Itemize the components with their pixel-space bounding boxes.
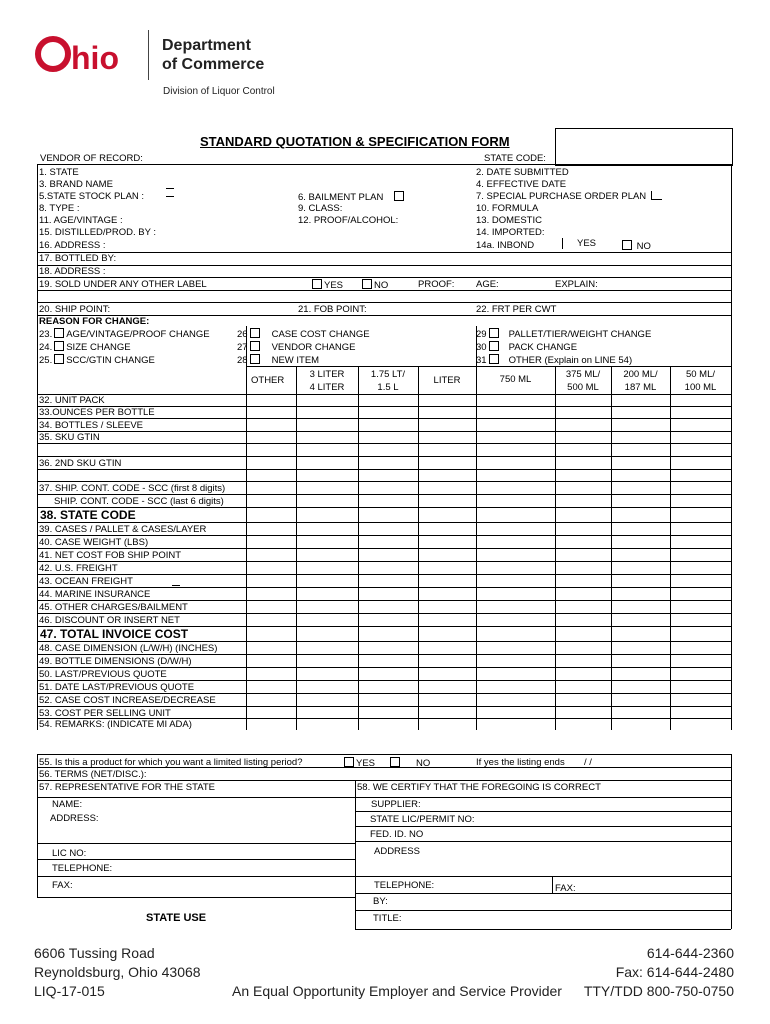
reason-27-checkbox[interactable] [250, 341, 260, 351]
logo-divider [148, 30, 149, 80]
q55-limited-listing: 55. Is this a product for which you want a limited listing period? [39, 757, 303, 768]
divider [37, 548, 731, 549]
divider [37, 693, 731, 694]
col-375-line1: 375 ML/ [565, 369, 601, 380]
divider [355, 893, 731, 894]
reason-26-checkbox[interactable] [250, 328, 260, 338]
field-16-address: 16. ADDRESS : [39, 240, 106, 251]
cert-supplier-label: SUPPLIER: [371, 799, 421, 810]
reason-28-checkbox[interactable] [250, 354, 260, 364]
reason-28-number: 28 [237, 355, 248, 366]
divider [37, 252, 731, 253]
divider [37, 302, 731, 303]
divider [37, 494, 731, 495]
field-22-frt-per-cwt: 22. FRT PER CWT [476, 304, 557, 315]
row-54-remarks: 54. REMARKS: (INDICATE MI ADA) [39, 719, 192, 730]
divider [37, 797, 731, 798]
divider [37, 290, 731, 291]
cert-telephone-label: TELEPHONE: [374, 880, 435, 891]
divider [37, 680, 731, 681]
reason-24[interactable] [39, 341, 131, 353]
divider [37, 522, 731, 523]
divider [37, 667, 731, 668]
field-13-domestic: 13. DOMESTIC [476, 215, 542, 226]
inbond-no-option[interactable] [620, 240, 651, 252]
reason-23[interactable] [39, 328, 210, 340]
reason-28[interactable] [237, 354, 319, 366]
rep-address-label: ADDRESS: [50, 813, 99, 824]
row-38-state-code: 38. STATE CODE [40, 508, 136, 522]
reason-31[interactable] [476, 354, 632, 366]
reason-24-checkbox[interactable] [54, 341, 64, 351]
reason-26-number: 26 [237, 329, 248, 340]
field-7-special-purchase [476, 191, 664, 202]
divider [37, 443, 731, 444]
footer-form-id: LIQ-17-015 [34, 983, 105, 999]
q55-no-label: NO [416, 758, 431, 769]
col-750-ml: 750 ML [499, 374, 532, 385]
reason-30[interactable] [476, 341, 577, 353]
reason-25-checkbox[interactable] [54, 354, 64, 364]
state-code-label: STATE CODE: [484, 153, 546, 164]
footer-contact [584, 944, 734, 1001]
svg-text:hio: hio [71, 40, 119, 76]
divider [355, 826, 731, 827]
reason-26-label: CASE COST CHANGE [271, 329, 370, 340]
divider [37, 754, 731, 755]
proof-label: PROOF: [418, 279, 455, 290]
divider [37, 469, 731, 470]
footer-address [34, 944, 201, 1001]
row-53-cost-per-unit: 53. COST PER SELLING UNIT [39, 708, 171, 719]
form-title: STANDARD QUOTATION & SPECIFICATION FORM [200, 134, 510, 149]
q55-no-checkbox[interactable] [390, 757, 400, 767]
q57-representative: 57. REPRESENTATIVE FOR THE STATE [39, 782, 215, 793]
reason-31-checkbox[interactable] [489, 354, 499, 364]
divider [37, 876, 355, 877]
row-36-2nd-sku-gtin: 36. 2ND SKU GTIN [39, 458, 122, 469]
bailment-plan-label: 6. BAILMENT PLAN [298, 192, 384, 203]
col-375-ml [555, 368, 611, 394]
row-32-unit-pack: 32. UNIT PACK [39, 395, 105, 406]
q55-yes-label: YES [356, 758, 376, 769]
footer-phone: 614-644-2360 [646, 945, 734, 961]
rep-name-label: NAME: [52, 799, 83, 810]
divider [37, 843, 355, 844]
divider [37, 418, 731, 419]
row-50-last-quote: 50. LAST/PREVIOUS QUOTE [39, 669, 167, 680]
col-liter: LITER [433, 375, 461, 386]
rep-lic-label: LIC NO: [52, 848, 87, 859]
sold-under-yes-label: YES [324, 280, 344, 291]
inbond-yes-label: YES [577, 238, 597, 249]
reason-29[interactable] [476, 328, 651, 340]
reason-24-label: SIZE CHANGE [66, 342, 131, 353]
col-175-line1: 1.75 LT/ [370, 369, 406, 380]
cert-by-label: BY: [373, 896, 388, 907]
brand-name-tick [166, 188, 174, 189]
row-34-bottles-sleeve: 34. BOTTLES / SLEEVE [39, 420, 144, 431]
divider [355, 876, 731, 877]
sold-under-no-checkbox[interactable] [362, 279, 372, 289]
inbond-yes-option[interactable] [562, 238, 596, 249]
divider [37, 507, 731, 508]
col-200-ml [611, 368, 670, 394]
footer-addr-2: Reynoldsburg, Ohio 43068 [34, 964, 201, 980]
reason-for-change-label: REASON FOR CHANGE: [39, 316, 150, 327]
age-label: AGE: [476, 279, 499, 290]
reason-29-number: 29 [476, 329, 487, 340]
reason-30-label: PACK CHANGE [508, 342, 578, 353]
inbond-no-checkbox[interactable] [622, 240, 632, 250]
divider [37, 600, 731, 601]
q55-listing-date[interactable]: / / [584, 757, 592, 768]
ocean-freight-tick [172, 585, 180, 586]
explain-label: EXPLAIN: [555, 279, 598, 290]
dept-line-1: Department [162, 37, 251, 54]
field-11-age-vintage: 11. AGE/VINTAGE : [39, 215, 123, 226]
row-46-discount: 46. DISCOUNT OR INSERT NET [39, 615, 180, 626]
row-45-other-charges: 45. OTHER CHARGES/BAILMENT [39, 602, 188, 613]
divider [37, 706, 731, 707]
col-3-liter-line1: 3 LITER [309, 369, 345, 380]
state-use-label: STATE USE [146, 912, 207, 924]
ohio-logo-icon [34, 30, 144, 78]
field-20-ship-point: 20. SHIP POINT: [39, 304, 111, 315]
col-375-line2: 500 ML [567, 382, 599, 393]
reason-30-number: 30 [476, 342, 487, 353]
reason-24-number: 24. [39, 342, 53, 353]
field-21-fob-point: 21. FOB POINT: [298, 304, 367, 315]
special-purchase-checkbox[interactable] [651, 191, 662, 200]
footer-tty: TTY/TDD 800-750-0750 [583, 983, 734, 999]
cert-address-label: ADDRESS [374, 846, 420, 857]
reason-25-label: SCC/GTIN CHANGE [66, 355, 155, 366]
reason-31-number: 31 [476, 355, 487, 366]
divider [37, 481, 731, 482]
row-37-scc-first: 37. SHIP. CONT. CODE - SCC (first 8 digits) [39, 483, 226, 494]
field-10-formula: 10. FORMULA [476, 203, 539, 214]
field-12-proof-alcohol: 12. PROOF/ALCOHOL: [298, 215, 399, 226]
reason-26[interactable] [237, 328, 370, 340]
bailment-plan-checkbox[interactable] [394, 191, 404, 201]
row-47-total-invoice-cost: 47. TOTAL INVOICE COST [40, 627, 189, 641]
cert-fed-id-label: FED. ID. NO [370, 829, 424, 840]
department-name [162, 36, 264, 74]
cert-fax-divider [552, 876, 553, 893]
col-50-line2: 100 ML [684, 382, 717, 393]
field-5-state-stock-plan: 5.STATE STOCK PLAN : [39, 191, 145, 202]
footer-eeo: An Equal Opportunity Employer and Service Provider [232, 983, 562, 999]
state-code-box[interactable] [555, 128, 733, 166]
reason-23-label: AGE/VINTAGE/PROOF CHANGE [66, 329, 210, 340]
col-line [476, 326, 477, 730]
field-4-effective-date: 4. EFFECTIVE DATE [476, 179, 567, 190]
reason-25[interactable] [39, 354, 155, 366]
sold-under-yes-checkbox[interactable] [312, 279, 322, 289]
divider [37, 641, 731, 642]
divider [355, 910, 731, 911]
q55-yes-checkbox[interactable] [344, 757, 354, 767]
field-19-sold-under-label: 19. SOLD UNDER ANY OTHER LABEL [39, 279, 207, 290]
special-purchase-label: 7. SPECIAL PURCHASE ORDER PLAN [476, 191, 647, 202]
reason-29-label: PALLET/TIER/WEIGHT CHANGE [508, 329, 652, 340]
form-top-border [37, 164, 731, 165]
divider [37, 780, 731, 781]
field-8-type: 8. TYPE : [39, 203, 80, 214]
row-49-bottle-dimensions: 49. BOTTLE DIMENSIONS (D/W/H) [39, 656, 192, 667]
lower-right-border [731, 754, 732, 798]
field-14a-inbond: 14a. INBOND [476, 240, 535, 251]
row-48-case-dimension: 48. CASE DIMENSION (L/W/H) (INCHES) [39, 643, 218, 654]
cert-fax-label: FAX: [555, 883, 576, 894]
ohio-logo [34, 30, 144, 78]
divider [37, 574, 731, 575]
inbond-no-label: NO [636, 241, 651, 252]
divider [355, 929, 731, 930]
row-43-ocean-freight: 43. OCEAN FREIGHT [39, 576, 133, 587]
reason-29-checkbox[interactable] [489, 328, 499, 338]
col-line [246, 326, 247, 730]
cert-box-divider [355, 780, 356, 929]
row-41-net-cost: 41. NET COST FOB SHIP POINT [39, 550, 182, 561]
field-18-address: 18. ADDRESS : [39, 266, 106, 277]
field-17-bottled-by: 17. BOTTLED BY: [39, 253, 117, 264]
reason-25-number: 25. [39, 355, 53, 366]
q56-terms: 56. TERMS (NET/DISC.): [39, 769, 147, 780]
divider [37, 654, 731, 655]
col-3-liter-line2: 4 LITER [309, 382, 345, 393]
reason-23-number: 23. [39, 329, 53, 340]
lower-left-border [37, 754, 38, 798]
field-3-brand-name: 3. BRAND NAME [39, 179, 113, 190]
divider [37, 456, 731, 457]
divider [37, 613, 731, 614]
divider [37, 859, 355, 860]
field-1-state: 1. STATE [39, 167, 79, 178]
rep-box-bottom [37, 897, 355, 898]
cert-permit-label: STATE LIC/PERMIT NO: [370, 814, 475, 825]
reason-23-checkbox[interactable] [54, 328, 64, 338]
row-52-case-cost-change: 52. CASE COST INCREASE/DECREASE [39, 695, 216, 706]
divider [37, 561, 731, 562]
field-2-date-submitted: 2. DATE SUBMITTED [476, 167, 569, 178]
divider [355, 811, 731, 812]
reason-31-label: OTHER (Explain on LINE 54) [508, 355, 633, 366]
row-51-date-last-quote: 51. DATE LAST/PREVIOUS QUOTE [39, 682, 195, 693]
footer-fax: Fax: 614-644-2480 [615, 964, 734, 980]
q58-certify: 58. WE CERTIFY THAT THE FOREGOING IS CORRECT [357, 782, 601, 793]
reason-28-label: NEW ITEM [271, 355, 320, 366]
reason-27[interactable] [237, 341, 356, 353]
col-50-line1: 50 ML/ [685, 369, 716, 380]
rep-telephone-label: TELEPHONE: [52, 863, 113, 874]
col-175-line2: 1.5 L [377, 382, 399, 393]
row-33-ounces: 33.OUNCES PER BOTTLE [39, 407, 155, 418]
row-37-scc-last: SHIP. CONT. CODE - SCC (last 6 digits) [54, 496, 224, 507]
divider [37, 535, 731, 536]
row-40-case-weight: 40. CASE WEIGHT (LBS) [39, 537, 149, 548]
form-right-border [731, 164, 732, 730]
vendor-of-record-label: VENDOR OF RECORD: [40, 153, 143, 164]
col-50-ml [670, 368, 731, 394]
row-35-sku-gtin: 35. SKU GTIN [39, 432, 100, 443]
footer-addr-1: 6606 Tussing Road [34, 945, 155, 961]
row-39-cases-pallet: 39. CASES / PALLET & CASES/LAYER [39, 524, 207, 535]
cert-box-right [731, 797, 732, 929]
divider [37, 767, 731, 768]
col-200-line2: 187 ML [624, 382, 657, 393]
division-name: Division of Liquor Control [163, 86, 275, 97]
reason-27-label: VENDOR CHANGE [271, 342, 356, 353]
divider [37, 587, 731, 588]
sold-under-no-label: NO [374, 280, 389, 291]
q55-listing-ends: If yes the listing ends [476, 757, 565, 768]
col-other: OTHER [251, 375, 285, 386]
col-175-liter [358, 368, 418, 394]
field-15-distilled-by: 15. DISTILLED/PROD. BY : [39, 227, 157, 238]
field-14-imported: 14. IMPORTED: [476, 227, 545, 238]
divider [37, 394, 731, 395]
divider [246, 366, 731, 367]
reason-30-checkbox[interactable] [489, 341, 499, 351]
stock-plan-tick [166, 196, 174, 197]
dept-line-2: of Commerce [162, 56, 265, 73]
rep-fax-label: FAX: [52, 880, 73, 891]
cert-title-label: TITLE: [373, 913, 402, 924]
divider [37, 277, 731, 278]
divider [37, 431, 731, 432]
col-200-line1: 200 ML/ [623, 369, 658, 380]
col-3-liter [296, 368, 358, 394]
row-44-marine-insurance: 44. MARINE INSURANCE [39, 589, 151, 600]
rep-box-left [37, 797, 38, 897]
reason-27-number: 27 [237, 342, 248, 353]
divider [355, 841, 731, 842]
field-9-class: 9. CLASS: [298, 203, 343, 214]
field-6-bailment-plan [298, 191, 406, 203]
divider [37, 265, 731, 266]
row-42-us-freight: 42. U.S. FREIGHT [39, 563, 118, 574]
form-left-border [37, 164, 38, 730]
